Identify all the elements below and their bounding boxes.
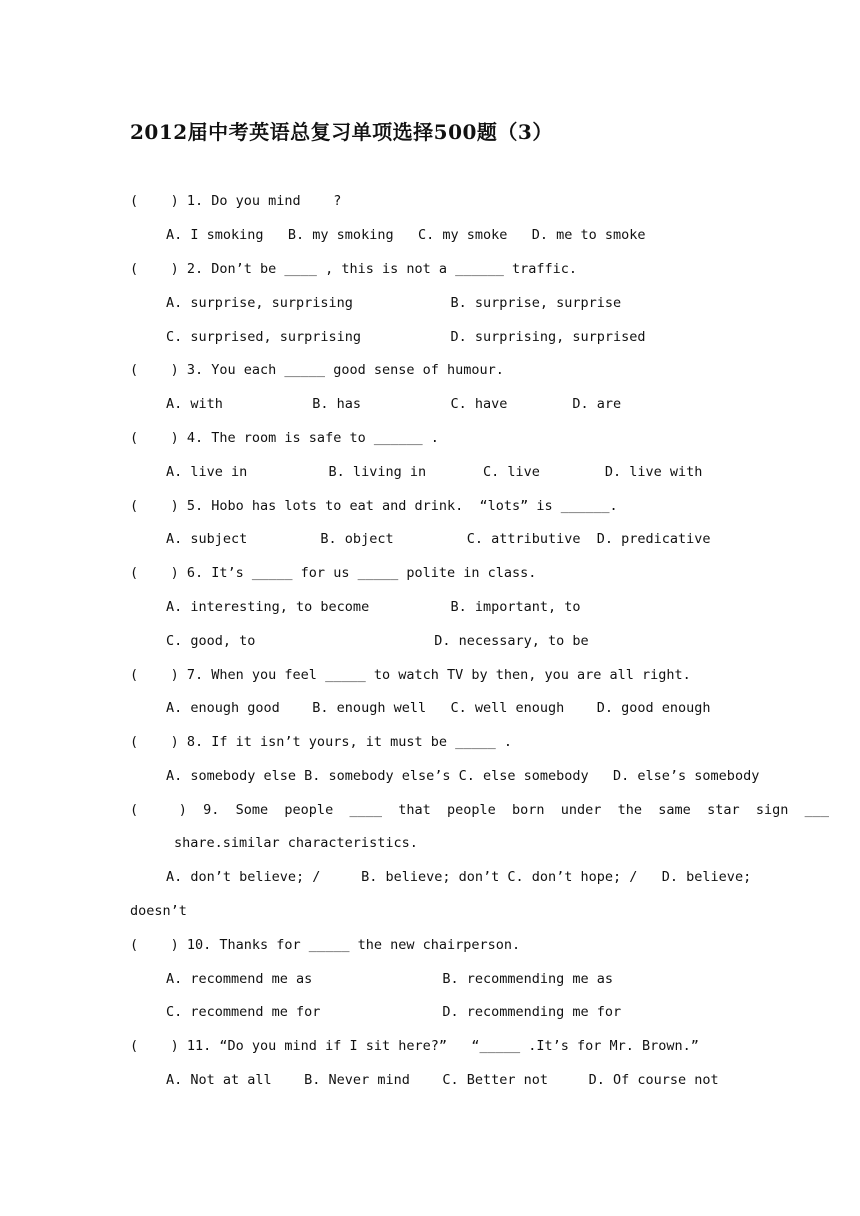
- question-3: ( ) 3. You each _____ good sense of humour.: [130, 362, 504, 378]
- question-7: ( ) 7. When you feel _____ to watch TV by then, you are all right.: [130, 667, 691, 683]
- question-9-continued: share.similar characteristics.: [174, 835, 418, 851]
- options-8: A. somebody else B. somebody else’s C. else somebody D. else’s somebody: [166, 768, 760, 784]
- question-2: ( ) 2. Don’t be ____ , this is not a ______ traffic.: [130, 261, 578, 277]
- options-5: A. subject B. object C. attributive D. predicative: [166, 531, 711, 547]
- page-title: 2012届中考英语总复习单项选择500题（3）: [130, 120, 553, 144]
- options-3: A. with B. has C. have D. are: [166, 396, 622, 412]
- question-4: ( ) 4. The room is safe to ______ .: [130, 430, 439, 446]
- options-7: A. enough good B. enough well C. well enough D. good enough: [166, 700, 711, 716]
- options-11: A. Not at all B. Never mind C. Better not D. Of course not: [166, 1072, 719, 1088]
- options-9-continued: doesn’t: [130, 903, 187, 919]
- options-2-ab: A. surprise, surprising B. surprise, surprise: [166, 295, 622, 311]
- question-10: ( ) 10. Thanks for _____ the new chairperson.: [130, 937, 521, 953]
- question-1: ( ) 1. Do you mind ?: [130, 193, 342, 209]
- options-2-cd: C. surprised, surprising D. surprising, surprised: [166, 329, 646, 345]
- question-8: ( ) 8. If it isn’t yours, it must be _____ .: [130, 734, 513, 750]
- question-11: ( ) 11. “Do you mind if I sit here?” “_____ .It’s for Mr. Brown.”: [130, 1038, 699, 1054]
- options-6-cd: C. good, to D. necessary, to be: [166, 633, 589, 649]
- options-10-ab: A. recommend me as B. recommending me as: [166, 971, 614, 987]
- question-5: ( ) 5. Hobo has lots to eat and drink. “lots” is ______.: [130, 498, 618, 514]
- options-6-ab: A. interesting, to become B. important, to: [166, 599, 581, 615]
- options-9: A. don’t believe; / B. believe; don’t C. don’t hope; / D. believe;: [166, 869, 752, 885]
- options-4: A. live in B. living in C. live D. live with: [166, 464, 703, 480]
- options-10-cd: C. recommend me for D. recommending me for: [166, 1004, 622, 1020]
- question-9: ( ) 9. Some people ____ that people born under the same star sign ___: [130, 802, 829, 818]
- question-6: ( ) 6. It’s _____ for us _____ polite in class.: [130, 565, 537, 581]
- options-1: A. I smoking B. my smoking C. my smoke D. me to smoke: [166, 227, 646, 243]
